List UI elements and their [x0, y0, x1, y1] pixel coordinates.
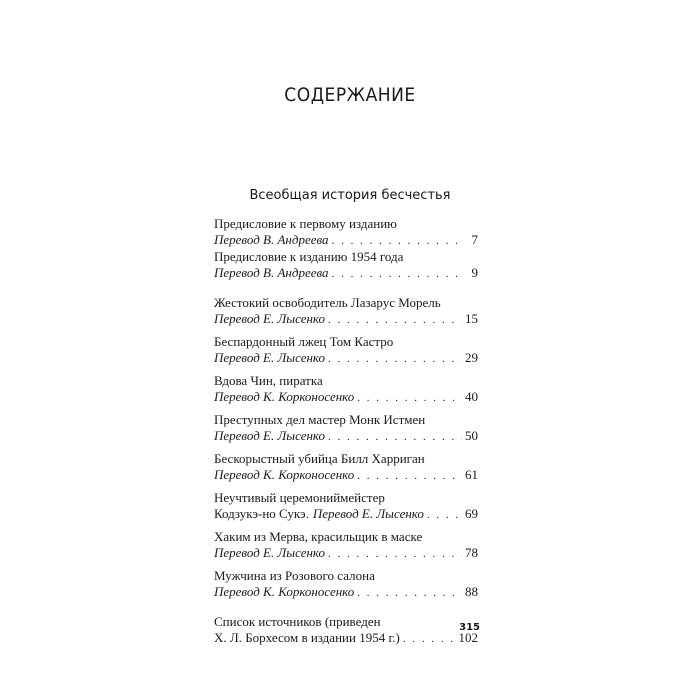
toc-entry-page: 29 [465, 350, 478, 365]
toc-entry-translator: Перевод В. Андреева [214, 265, 329, 280]
toc-entry-page: 61 [465, 467, 478, 482]
toc-entry-title: Предисловие к первому изданию [214, 216, 397, 231]
toc-entry [214, 529, 478, 562]
toc-entry-title: Список источников (приведен [214, 614, 381, 629]
toc-entry [214, 412, 478, 445]
toc-entry-title: Бескорыстный убийца Билл Харриган [214, 451, 425, 466]
toc-entry-title-continued: Х. Л. Борхесом в издании 1954 г.) [214, 630, 400, 645]
toc-entry [214, 614, 478, 647]
toc-entry-translator: Перевод В. Андреева [214, 232, 329, 247]
page-title: СОДЕРЖАНИЕ [284, 84, 416, 106]
dot-leader [357, 390, 462, 406]
toc-entry-title-continued: Кодзукэ-но Сукэ. [214, 506, 309, 521]
toc-entry-translator: Перевод Е. Лысенко [312, 506, 424, 521]
toc-entry-page: 102 [458, 630, 478, 645]
toc-entry-translator: Перевод К. Корконосенко [214, 584, 355, 599]
toc-entry [214, 451, 478, 484]
dot-leader [328, 312, 462, 328]
toc-entry [214, 249, 478, 282]
dot-leader [328, 351, 462, 367]
page-number: 315 [459, 622, 480, 633]
dot-leader [357, 585, 462, 601]
toc-entry [214, 490, 478, 523]
toc-entry-page: 88 [465, 584, 478, 599]
table-of-contents [214, 216, 478, 647]
toc-entry-title: Хаким из Мерва, красильщик в маске [214, 529, 423, 544]
toc-entry [214, 295, 478, 328]
toc-entry-title: Беспардонный лжец Том Кастро [214, 334, 394, 349]
dot-leader [328, 429, 462, 445]
toc-entry-translator: Перевод Е. Лысенко [214, 545, 326, 560]
section-heading: Всеобщая история бесчестья [249, 188, 451, 203]
toc-entry [214, 216, 478, 249]
toc-entry-page: 15 [465, 311, 478, 326]
dot-leader [332, 233, 465, 249]
dot-leader [332, 266, 465, 282]
toc-entry [214, 568, 478, 601]
toc-entry-title: Мужчина из Розового салона [214, 568, 375, 583]
toc-entry-title: Предисловие к изданию 1954 года [214, 249, 404, 264]
toc-entry-title: Жестокий освободитель Лазарус Морель [214, 295, 441, 310]
toc-entry [214, 373, 478, 406]
toc-entry-title: Вдова Чин, пиратка [214, 373, 323, 388]
toc-entry-translator: Перевод Е. Лысенко [214, 428, 326, 443]
toc-entry-translator: Перевод К. Корконосенко [214, 389, 355, 404]
dot-leader [328, 546, 462, 562]
toc-entry-translator: Перевод К. Корконосенко [214, 467, 355, 482]
dot-leader [357, 468, 462, 484]
toc-entry-page: 78 [465, 545, 478, 560]
toc-entry-page: 7 [471, 232, 478, 247]
toc-entry-page: 40 [465, 389, 478, 404]
toc-entry-page: 69 [465, 506, 478, 521]
dot-leader [403, 631, 456, 647]
toc-entry-translator: Перевод Е. Лысенко [214, 311, 326, 326]
toc-entry-translator: Перевод Е. Лысенко [214, 350, 326, 365]
toc-entry-title: Преступных дел мастер Монк Истмен [214, 412, 426, 427]
toc-entry-title: Неучтивый церемониймейстер [214, 490, 385, 505]
toc-entry-page: 50 [465, 428, 478, 443]
toc-entry-page: 9 [471, 265, 478, 280]
dot-leader [427, 507, 462, 523]
toc-entry [214, 334, 478, 367]
